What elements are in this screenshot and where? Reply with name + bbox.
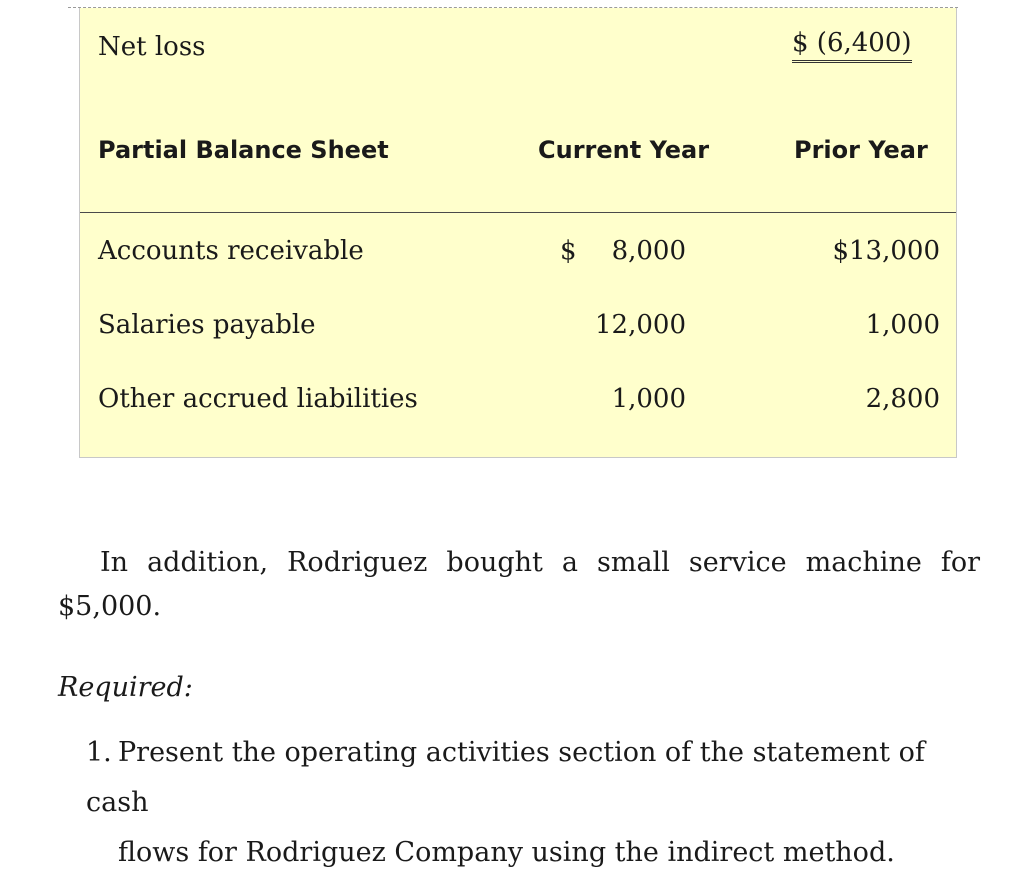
header-rule — [80, 212, 956, 213]
row-current-salaries-payable: 12,000 — [595, 310, 686, 340]
net-loss-label: Net loss — [98, 32, 206, 62]
paragraph-line-2: $5,000. — [58, 591, 162, 622]
row-current-other-accrued-liabilities: 1,000 — [611, 384, 686, 414]
required-heading: Required: — [58, 672, 193, 703]
row-label-other-accrued-liabilities: Other accrued liabilities — [98, 384, 418, 414]
financial-data-table — [79, 8, 957, 458]
net-loss-value: $ (6,400) — [792, 28, 912, 63]
machine-purchase-paragraph — [58, 541, 980, 629]
balance-sheet-title: Partial Balance Sheet — [98, 136, 389, 164]
required-item-line-1: Present the operating activities section of the statement of cash — [86, 737, 925, 818]
row-prior-salaries-payable: 1,000 — [865, 310, 940, 340]
row-prior-accounts-receivable: $13,000 — [832, 236, 940, 266]
required-item-1 — [86, 728, 986, 878]
row-label-accounts-receivable: Accounts receivable — [98, 236, 364, 266]
current-year-header: Current Year — [538, 136, 710, 164]
row-current-accounts-receivable: 8,000 — [611, 236, 686, 266]
required-item-number: 1. — [86, 737, 112, 768]
prior-year-header: Prior Year — [794, 136, 928, 164]
row-label-salaries-payable: Salaries payable — [98, 310, 316, 340]
required-item-line-2: flows for Rodriguez Company using the indirect method. — [118, 837, 895, 868]
row-prior-other-accrued-liabilities: 2,800 — [865, 384, 940, 414]
paragraph-line-1: In addition, Rodriguez bought a small service machine for — [100, 547, 980, 578]
row-current-dollar-sign: $ — [560, 236, 577, 266]
